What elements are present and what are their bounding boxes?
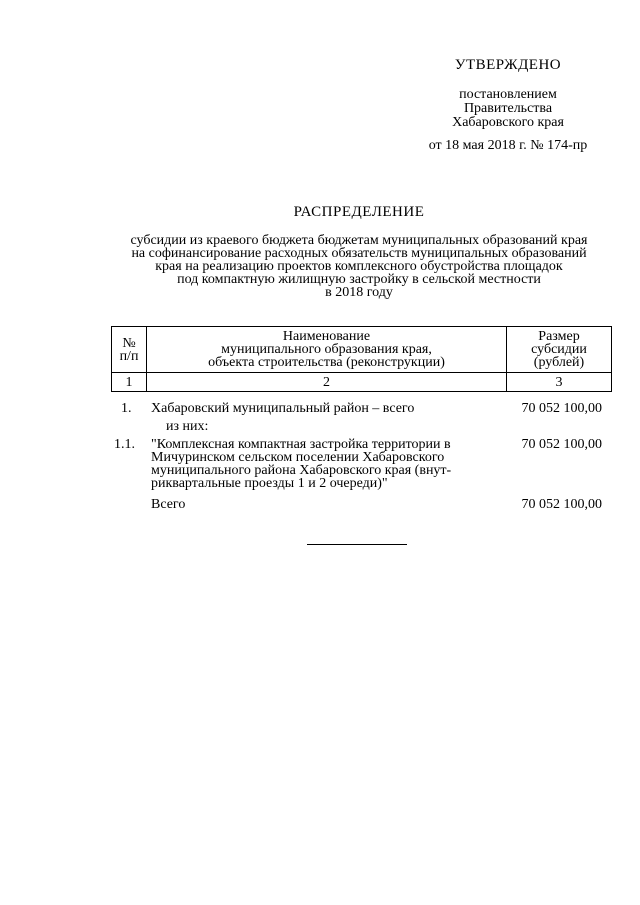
row-number: 1.	[121, 401, 132, 416]
header-name-line: Наименование	[282, 329, 371, 344]
row-number: 1.1.	[114, 437, 135, 452]
table-header-row	[112, 327, 612, 373]
header-number	[112, 327, 147, 373]
subtitle-line: края на реализацию проектов комплексного обустройства площадок	[155, 259, 563, 274]
end-divider	[307, 544, 407, 545]
row-name: Всего	[151, 497, 186, 512]
row-name: Хабаровский муниципальный район – всего	[151, 401, 415, 416]
header-name-line: объекта строительства (реконструкции)	[208, 355, 445, 370]
header-number-line: п/п	[119, 348, 139, 364]
column-number: 2	[147, 373, 507, 392]
approval-stamp	[408, 58, 608, 153]
column-number: 3	[507, 373, 612, 392]
row-name	[151, 438, 501, 490]
row-amount: 70 052 100,00	[521, 497, 602, 512]
approval-line: постановлением	[459, 87, 557, 102]
document-heading	[100, 206, 618, 299]
subtitle-line: в 2018 году	[325, 285, 393, 300]
header-name-line: муниципального образования края,	[221, 342, 432, 357]
approval-date: от 18 мая 2018 г. № 174-пр	[428, 138, 588, 153]
row-name-line: муниципального района Хабаровского края (внут-	[151, 463, 452, 478]
header-amount-line: субсидии	[531, 342, 587, 357]
header-amount	[507, 327, 612, 373]
header-amount-line: (рублей)	[533, 355, 585, 370]
row-name-line: риквартальные проезды 1 и 2 очереди)"	[151, 476, 388, 491]
subtitle-line: на софинансирование расходных обязательств муниципальных образований	[131, 246, 587, 261]
header-number-line: №	[122, 335, 136, 351]
header-amount-line: Размер	[538, 329, 580, 344]
row-name: из них:	[166, 419, 209, 434]
header-name	[147, 327, 507, 373]
approval-line: Хабаровского края	[452, 115, 564, 130]
row-name-line: Мичуринском сельском поселении Хабаровского	[151, 450, 445, 465]
approval-line: Правительства	[463, 101, 553, 116]
document-title: РАСПРЕДЕЛЕНИЕ	[293, 204, 425, 220]
column-number-row	[112, 373, 612, 392]
subtitle-line: субсидии из краевого бюджета бюджетам муниципальных образований края	[130, 233, 588, 248]
row-amount: 70 052 100,00	[521, 401, 602, 416]
row-name-line: "Комплексная компактная застройка территории в	[151, 437, 451, 452]
column-number: 1	[112, 373, 147, 392]
approval-title: УТВЕРЖДЕНО	[454, 57, 562, 73]
subtitle-line: под компактную жилищную застройку в сельской местности	[177, 272, 541, 287]
distribution-table-header	[111, 326, 612, 392]
row-amount: 70 052 100,00	[521, 437, 602, 452]
